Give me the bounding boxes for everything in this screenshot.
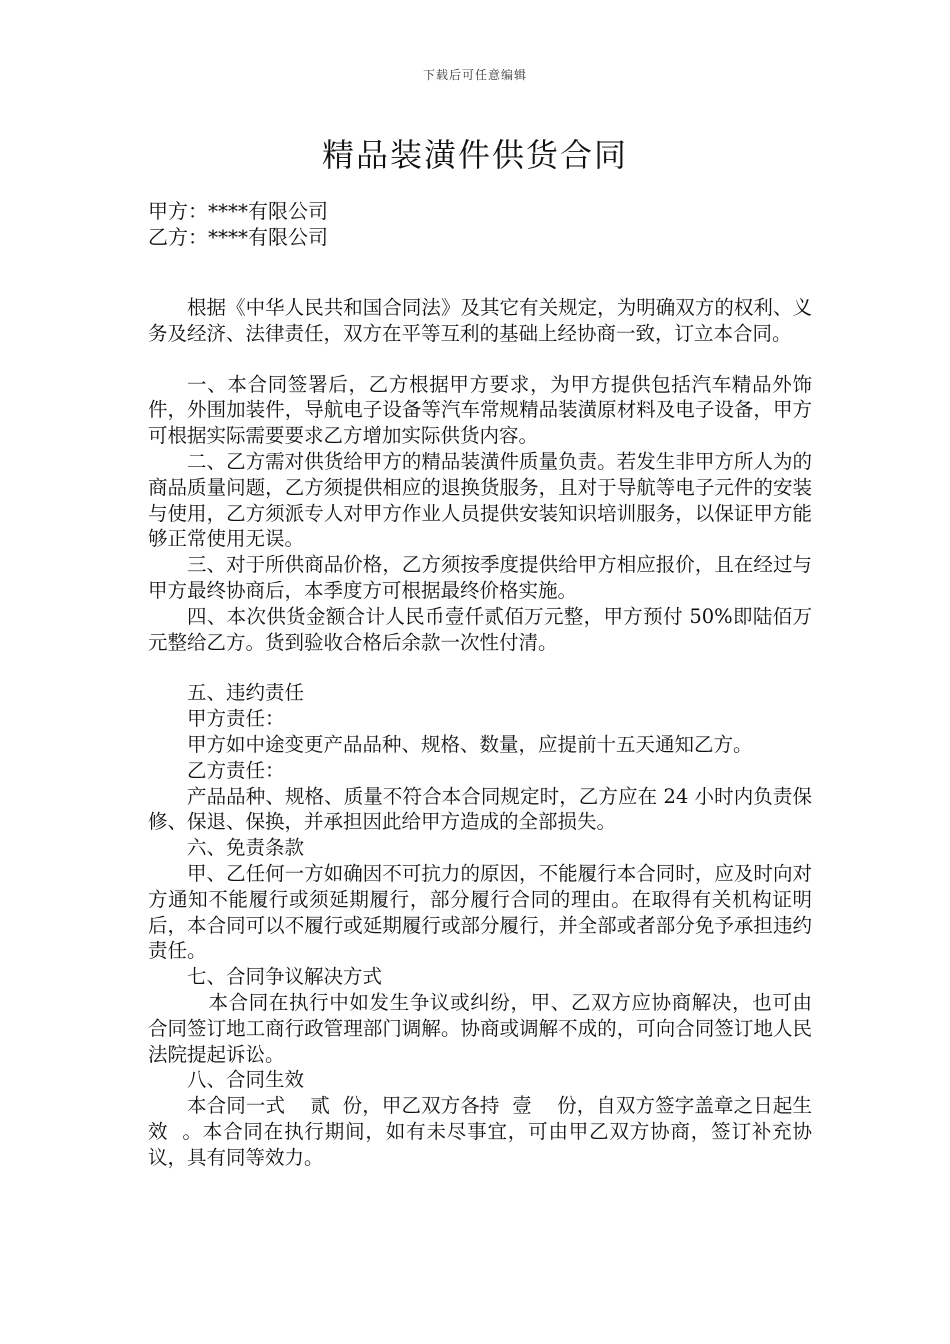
effect-text: 本合同一式 贰 份，甲乙双方各持 壹 份，自双方签字盖章之日起生效 。本合同在执行期间，如有未尽事宜，可由甲乙双方协商，签订补充协议，具有同等效力。 [148, 1094, 812, 1169]
clause-2: 二、乙方需对供货给甲方的精品装潢件质量负责。若发生非甲方所人为的商品质量问题，乙方须提供相应的退换货服务，且对于导航等电子元件的安装与使用，乙方须派专人对甲方作业人员提供安装知识培训服务，以保证甲方能够正常使用无误。 [148, 449, 812, 551]
party-a-liability-text: 甲方如中途变更产品品种、规格、数量，应提前十五天通知乙方。 [187, 732, 753, 756]
party-a-line: 甲方：****有限公司 [148, 199, 328, 223]
effect-heading: 八、合同生效 [187, 1068, 305, 1092]
contract-body [148, 295, 812, 1171]
dispute-text: 本合同在执行中如发生争议或纠纷，甲、乙双方应协商解决，也可由合同签订地工商行政管理部门调解。协商或调解不成的，可向合同签订地人民法院提起诉讼。 [148, 990, 812, 1066]
party-b-liability-text: 产品品种、规格、质量不符合本合同规定时，乙方应在 24 小时内负责保修、保退、保换，并承担因此给甲方造成的全部损失。 [148, 784, 812, 834]
document-title: 精品装潢件供货合同 [321, 136, 628, 174]
exemption-heading: 六、免责条款 [187, 836, 305, 860]
preamble-paragraph: 根据《中华人民共和国合同法》及其它有关规定，为明确双方的权利、义务及经济、法律责任，双方在平等互利的基础上经协商一致，订立本合同。 [148, 296, 812, 345]
breach-heading: 五、违约责任 [187, 681, 305, 705]
clause-4: 四、本次供货金额合计人民币壹仟贰佰万元整，甲方预付 50%即陆佰万元整给乙方。货到验收合格后余款一次性付清。 [148, 604, 812, 654]
dispute-heading: 七、合同争议解决方式 [187, 965, 383, 989]
parties-block [148, 198, 328, 250]
party-b-liability-heading: 乙方责任： [187, 758, 285, 782]
exemption-text: 甲、乙任何一方如确因不可抗力的原因，不能履行本合同时，应及时向对方通知不能履行或须延期履行，部分履行合同的理由。在取得有关机构证明后，本合同可以不履行或延期履行或部分履行，并全部或者部分免予承担违约责任。 [148, 861, 812, 963]
clause-1: 一、本合同签署后，乙方根据甲方要求，为甲方提供包括汽车精品外饰件，外围加装件，导航电子设备等汽车常规精品装潢原材料及电子设备，甲方可根据实际需要要求乙方增加实际供货内容。 [148, 372, 812, 448]
clause-3: 三、对于所供商品价格，乙方须按季度提供给甲方相应报价，且在经过与甲方最终协商后，本季度方可根据最终价格实施。 [148, 553, 812, 602]
header-note: 下载后可任意编辑 [422, 68, 527, 82]
party-b-line: 乙方：****有限公司 [148, 225, 328, 249]
party-a-liability-heading: 甲方责任： [187, 707, 285, 731]
